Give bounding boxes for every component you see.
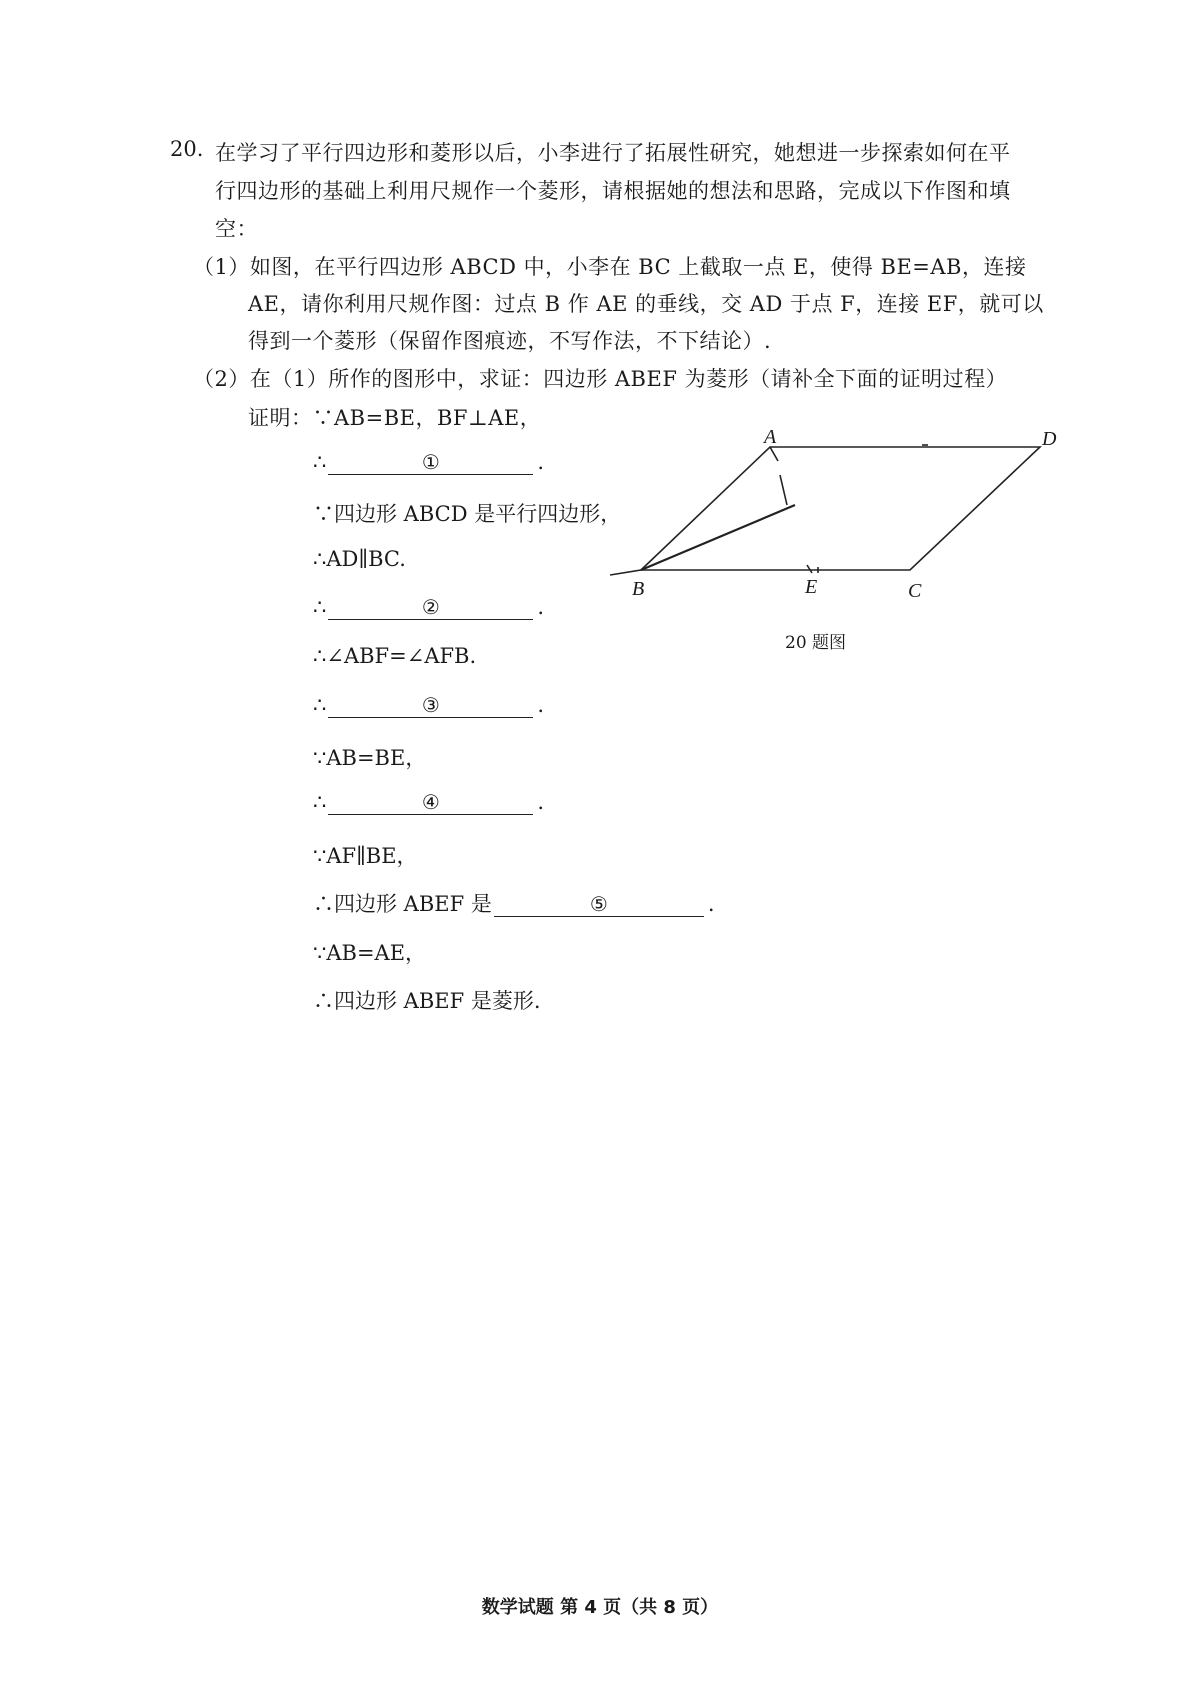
label-c: C	[908, 580, 922, 602]
proof-step-4	[313, 595, 544, 620]
proof-intro: 证明：∵AB=BE，BF⊥AE，	[248, 406, 542, 430]
part1-line-2: AE，请你利用尺规作图：过点 B 作 AE 的垂线，交 AD 于点 F，连接 EF，就可以	[248, 292, 1044, 316]
label-e: E	[805, 576, 818, 598]
tick-mark-a	[770, 447, 778, 461]
proof-step-10	[313, 888, 715, 918]
period: .	[537, 450, 545, 474]
extension-line	[610, 570, 641, 575]
answer-blank-5[interactable]	[494, 892, 704, 917]
proof-step-5: ∴∠ABF=∠AFB.	[313, 644, 477, 668]
therefore-symbol: ∴	[313, 450, 327, 474]
part1-line-3: 得到一个菱形（保留作图痕迹，不写作法，不下结论）.	[248, 329, 772, 353]
proof-step-3: ∴AD∥BC.	[313, 547, 406, 571]
page-footer: 数学试题 第 4 页（共 8 页）	[481, 1597, 719, 1618]
part1-line-1: （1）如图，在平行四边形 ABCD 中，小李在 BC 上截取一点 E，使得 BE=AB，连接	[193, 255, 1027, 279]
intro-line-2: 行四边形的基础上利用尺规作一个菱形，请根据她的想法和思路，完成以下作图和填	[215, 179, 1011, 203]
parallelogram-abcd	[641, 447, 1040, 570]
answer-blank-2[interactable]	[328, 595, 533, 620]
figure-caption: 20 题图	[785, 633, 847, 653]
proof-step-10-prefix: ∴四边形 ABEF 是	[313, 892, 492, 916]
proof-step-1	[313, 450, 544, 475]
answer-blank-4[interactable]	[328, 790, 533, 815]
intro-line-1: 在学习了平行四边形和菱形以后，小李进行了拓展性研究，她想进一步探索如何在平	[215, 141, 1011, 165]
period: .	[537, 790, 545, 814]
period: .	[537, 693, 545, 717]
answer-blank-1[interactable]	[328, 450, 533, 475]
proof-step-11: ∵AB=AE，	[313, 941, 427, 965]
proof-step-12: ∴四边形 ABEF 是菱形.	[313, 989, 541, 1013]
proof-step-6	[313, 693, 544, 718]
therefore-symbol: ∴	[313, 693, 327, 717]
proof-step-9: ∵AF∥BE，	[313, 844, 418, 868]
blank-marker-3: ③	[421, 693, 440, 717]
intro-line-3: 空：	[215, 217, 258, 241]
therefore-symbol: ∴	[313, 595, 327, 619]
answer-blank-3[interactable]	[328, 693, 533, 718]
parallelogram-figure[interactable]	[610, 425, 1060, 610]
proof-step-7: ∵AB=BE，	[313, 746, 427, 770]
period: .	[537, 595, 545, 619]
proof-step-2: ∵四边形 ABCD 是平行四边形，	[313, 502, 622, 526]
label-b: B	[632, 578, 645, 600]
blank-marker-2: ②	[421, 595, 440, 619]
question-number: 20.	[170, 137, 204, 161]
label-a: A	[764, 426, 777, 448]
tick-mark-arc	[780, 475, 787, 505]
blank-marker-5: ⑤	[589, 892, 608, 916]
period: .	[707, 892, 715, 916]
proof-step-8	[313, 790, 544, 815]
blank-marker-1: ①	[421, 450, 440, 474]
part2-line-1: （2）在（1）所作的图形中，求证：四边形 ABEF 为菱形（请补全下面的证明过程）	[193, 367, 1008, 391]
blank-marker-4: ④	[421, 790, 440, 814]
arc-mark-e	[807, 565, 812, 573]
label-d: D	[1042, 428, 1057, 450]
therefore-symbol: ∴	[313, 790, 327, 814]
construction-ray	[641, 505, 795, 570]
